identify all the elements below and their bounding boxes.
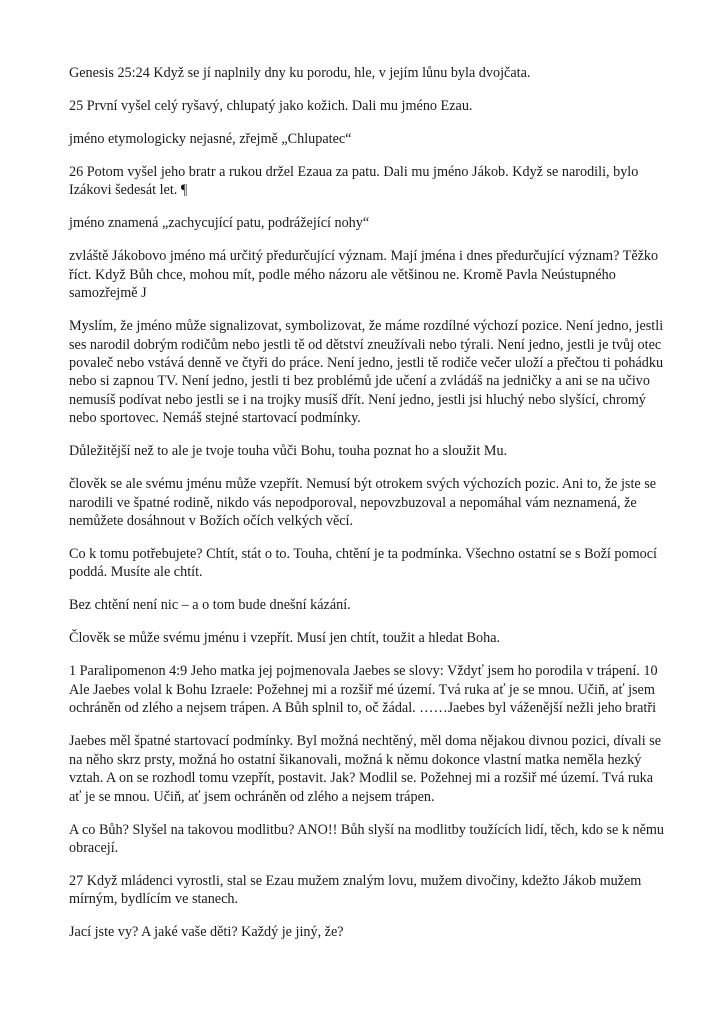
paragraph-names-meaning: zvláště Jákobovo jméno má určitý předurčující význam. Mají jména i dnes předurčující význam? Těžko říct. Když Bůh chce, mohou mít, podle mého názoru ale většinou ne. Kromě Pavla Neústupného samozřejmě J	[69, 248, 659, 302]
paragraph-genesis-25-24: Genesis 25:24 Když se jí naplnily dny ku porodu, hle, v jejím lůnu byla dvojčata.	[69, 65, 531, 81]
paragraph-without-desire: Bez chtění není nic – a o tom bude dnešní kázání.	[69, 597, 351, 614]
paragraph-name-ezau-note: jméno etymologicky nejasné, zřejmě „Chlupatec“	[69, 131, 352, 147]
paragraph-starting-positions: Myslím, že jméno může signalizovat, symbolizovat, že máme rozdílné výchozí pozice. Není jedno, jestli ses narodil dobrým rodičům nebo jestli tě od dětství zneužívali nebo týrali. Není jedno, jestli je tvůj otec povaleč nebo vstává denně ve čtyři do práce. Není jedno, jestli tě rodiče večer uloží a přečtou ti pohádku nebo si zapnou TV. Není jedno, jestli ti bez problémů jde učení a zvládáš na jedničky a ani se na učivo nemusíš podívat nebo jestli se i na trojky musíš dřít. Není jedno, jestli jsi hluchý nebo slyšící, chromý nebo sportovec. Nemáš stejné startovací podmínky.	[69, 318, 664, 427]
paragraph-what-needed: Co k tomu potřebujete? Chtít, stát o to. Touha, chtění je ta podmínka. Všechno ostatní se s Boží pomocí poddá. Musíte ale chtít.	[69, 546, 657, 581]
paragraph-genesis-25-25: 25 První vyšel celý ryšavý, chlupatý jako kožich. Dali mu jméno Ezau.	[69, 98, 473, 114]
paragraph-name-jakob-note: jméno znamená „zachycující patu, podrážející nohy“	[69, 215, 370, 232]
paragraph-paralipomenon-4-9: 1 Paralipomenon 4:9 Jeho matka jej pojmenovala Jaebes se slovy: Vždyť jsem ho porodila v trápení. 10 Ale Jaebes volal k Bohu Izraele: Požehnej mi a rozšiř mé území. Tvá ruka ať je se mnou. Učiň, ať jsem ochráněn od zlého a nejsem trápen. A Bůh splnil to, oč žádal. ……Jaebes byl váženější nežli jeho bratři	[69, 663, 658, 717]
paragraph-genesis-25-27: 27 Když mládenci vyrostli, stal se Ezau mužem znalým lovu, mužem divočiny, kdežto Jákob mužem mírným, bydlícím ve stanech.	[69, 872, 642, 908]
paragraph-genesis-25-26: 26 Potom vyšel jeho bratr a rukou držel Ezaua za patu. Dali mu jméno Jákob. Když se narodili, bylo Izákovi šedesát let. ¶	[69, 164, 639, 199]
paragraph-jaebes-conditions: Jaebes měl špatné startovací podmínky. Byl možná nechtěný, měl doma nějakou divnou pozici, dívali se na něho skrz prsty, možná ho ostatní šikanovali, možná k němu dokonce vlastní matka neměla hezký vztah. A on se rozhodl tomu vzepřít, postavit. Jak? Modlil se. Požehnej mi a rozšiř mé území. Tvá ruka ať je se mnou. Učiň, ať jsem ochráněn od zlého a nejsem trápen.	[69, 733, 662, 805]
paragraph-closing-question: Jací jste vy? A jaké vaše děti? Každý je jiný, že?	[69, 924, 344, 941]
document-body	[69, 64, 665, 956]
paragraph-man-can-resist: Člověk se může svému jménu i vzepřít. Musí jen chtít, toužit a hledat Boha.	[69, 630, 501, 647]
paragraph-desire-for-god: Důležitější než to ale je tvoje touha vůči Bohu, touha poznat ho a sloužit Mu.	[69, 443, 508, 460]
paragraph-resist-name: člověk se ale svému jménu může vzepřít. Nemusí být otrokem svých výchozích pozic. Ani to, že jste se narodili ve špatné rodině, nikdo vás nepodporoval, nepovzbuzoval a nepomáhal vám neznamená, že nemůžete dosáhnout v Božích očích velkých věcí.	[69, 476, 657, 530]
paragraph-god-hears: A co Bůh? Slyšel na takovou modlitbu? ANO!! Bůh slyší na modlitby toužících lidí, těch, kdo se k němu obracejí.	[69, 821, 665, 856]
